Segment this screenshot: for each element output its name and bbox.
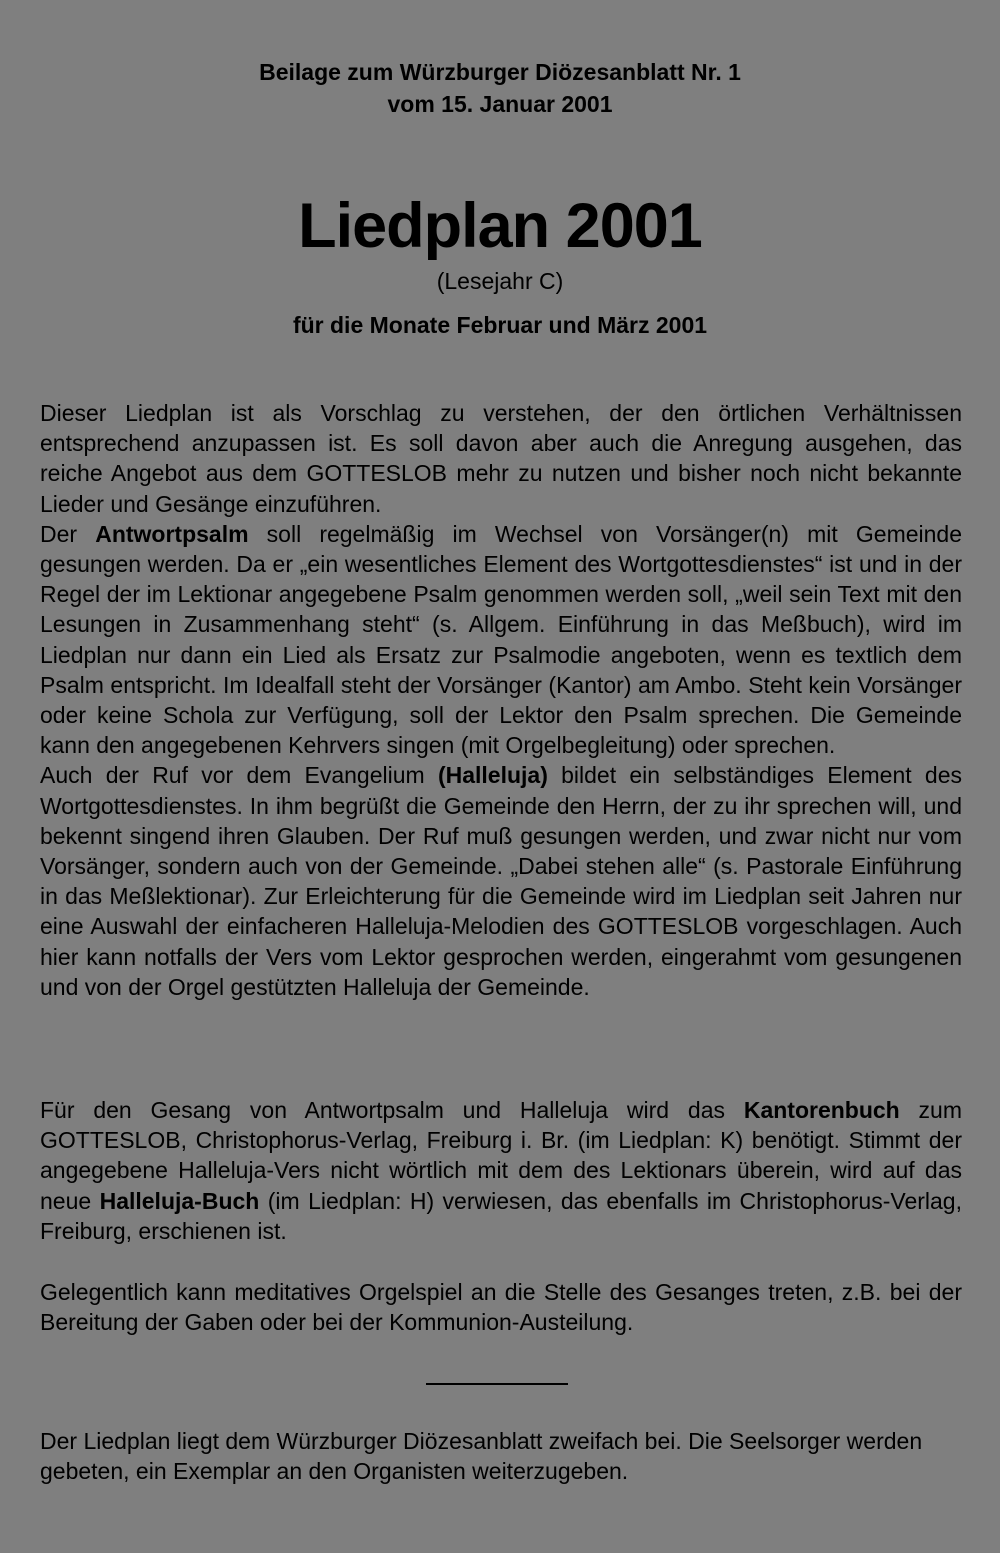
antwortpsalm-prefix: Der [40,520,96,547]
antwortpsalm-text: soll regelmäßig im Wechsel von Vorsänger(n) mit Gemeinde gesungen werden. Da er „ein wesentliches Element des Wortgottesdienstes“ ist und in der Regel der im Lektionar angegebene Psalm genommen werden soll, „weil sein Text mit den Lesungen in Zusammenhang steht“ (s. Allgem. Einführung in das Meßbuch), wird im Liedplan nur dann ein Lied als Ersatz zur Psalmodie angeboten, wenn es textlich dem Psalm entspricht. Im Idealfall steht der Vorsänger (Kantor) am Ambo. Steht kein Vorsänger oder keine Schola zur Verfügung, soll der Lektor den Psalm sprechen. Die Gemeinde kann den angegebenen Kehrvers singen (mit Orgelbegleitung) oder sprechen. [40,520,963,759]
halleluja-text: bildet ein selbständiges Element des Wortgottesdienstes. In ihm begrüßt die Gemeinde den Herrn, der zu ihr sprechen will, und bekennt singend ihren Glauben. Der Ruf muß gesungen werden, und zwar nicht nur vom Vorsänger, sondern auch von der Gemeinde. „Dabei stehen alle“ (s. Pastorale Einführung in das Meßlektionar). Zur Erleichterung für die Gemeinde wird im Liedplan seit Jahren nur eine Auswahl der einfacheren Halleluja-Melodien des GOTTESLOB vorgeschlagen. Auch hier kann notfalls der Vers vom Lektor gesprochen werden, eingerahmt vom gesungenen und von der Orgel gestützten Halleluja der Gemeinde. [40,762,962,1000]
section-divider [426,1383,568,1385]
footer-note: Der Liedplan liegt dem Würzburger Diözesanblatt zweifach bei. Die Seelsorger werden gebeten, ein Exemplar an den Organisten weiterzugeben. [40,1428,923,1485]
halleluja-buch-text: (im Liedplan: H) verwiesen, das ebenfalls im Christophorus-Verlag, Freiburg, erschienen ist. [40,1187,962,1244]
supplement-header-line1: Beilage zum Würzburger Diözesanblatt Nr. 1 [259,59,741,85]
halleluja-buch-term: Halleluja-Buch [99,1187,260,1214]
kantorenbuch-paragraph [40,1095,962,1246]
halleluja-prefix: Auch der Ruf vor dem Evangelium [40,762,438,789]
months-subheading: für die Monate Februar und März 2001 [292,312,708,338]
page-title: Liedplan 2001 [298,191,702,261]
kantorenbuch-term: Kantorenbuch [743,1097,900,1123]
supplement-header-line2: vom 15. Januar 2001 [387,91,613,117]
intro-sentence-1: Dieser Liedplan ist als Vorschlag zu verstehen, der den örtlichen Verhältnissen entsprechend anzupassen ist. Es soll davon aber auch die Anregung ausgehen, das reiche Angebot aus dem GOTTESLOB mehr zu nutzen und bisher noch nicht bekannte Lieder und Gesänge einzuführen. [40,400,962,517]
antwortpsalm-term: Antwortpsalm [95,520,249,547]
halleluja-term: (Halleluja) [437,762,548,789]
kantorenbuch-text: zum GOTTESLOB, Christophorus-Verlag, Freiburg i. Br. (im Liedplan: K) benötigt. Stimmt der angegebene Halleluja-Vers nicht wörtlich mit dem des Lektionars überein, wird auf das neue [40,1097,962,1214]
page-subtitle: (Lesejahr C) [436,268,564,294]
intro-paragraph [40,398,962,1002]
kantorenbuch-prefix: Für den Gesang von Antwortpsalm und Halleluja wird das [40,1097,744,1123]
orgelspiel-paragraph: Gelegentlich kann meditatives Orgelspiel an die Stelle des Gesanges treten, z.B. bei der Bereitung der Gaben oder bei der Kommunion-Austeilung. [40,1279,962,1336]
